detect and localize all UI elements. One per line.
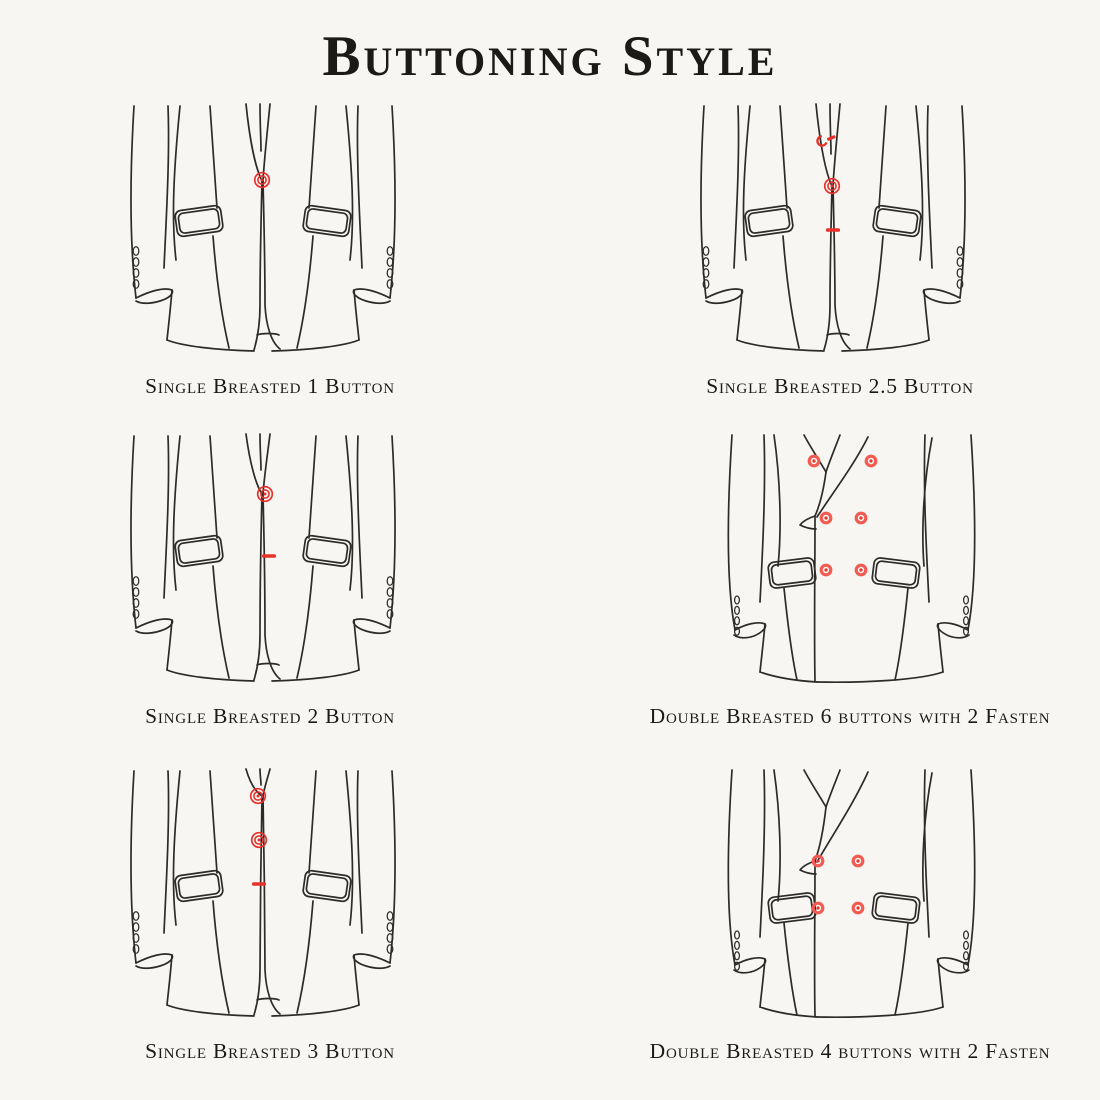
style-caption — [110, 1039, 430, 1064]
style-caption-text: Single Breasted 2 Button — [145, 704, 395, 728]
open-buttonhole-marker — [262, 554, 276, 558]
fastened-button-marker — [258, 487, 273, 502]
jacket-line-art — [110, 767, 430, 1032]
fastened-button-marker — [821, 565, 831, 575]
style-caption — [110, 374, 430, 399]
style-card-single-breasted-3-button — [110, 767, 430, 1064]
fastened-button-marker — [856, 565, 866, 575]
fastened-button-marker — [856, 513, 866, 523]
fastened-button-marker — [809, 456, 819, 466]
fastened-button-marker — [853, 856, 863, 866]
open-buttonhole-marker — [826, 228, 840, 232]
jacket-line-art — [110, 432, 430, 697]
fastened-button-marker — [813, 903, 823, 913]
style-caption — [680, 374, 1000, 399]
jacket-illustration — [110, 102, 430, 367]
style-caption — [649, 704, 1051, 729]
jacket-illustration — [110, 767, 430, 1032]
jacket-line-art — [680, 767, 1020, 1032]
fastened-button-marker — [813, 856, 823, 866]
style-caption-text: Single Breasted 2.5 Button — [706, 374, 974, 398]
style-caption-text: Single Breasted 1 Button — [145, 374, 395, 398]
style-caption-text: Double Breasted 4 buttons with 2 Fasten — [649, 1039, 1051, 1063]
jacket-illustration — [680, 102, 1000, 367]
style-caption — [649, 1039, 1051, 1064]
jacket-line-art — [110, 102, 430, 367]
jacket-illustration — [680, 767, 1020, 1032]
style-caption — [110, 704, 430, 729]
style-card-double-breasted-6-buttons — [649, 432, 1051, 729]
style-card-single-breasted-2-5-button — [680, 102, 1000, 399]
fastened-button-marker — [866, 456, 876, 466]
page-title: Buttoning Style — [322, 25, 778, 88]
style-card-double-breasted-4-buttons — [649, 767, 1051, 1064]
style-caption-text: Double Breasted 6 buttons with 2 Fasten — [649, 704, 1051, 728]
jacket-illustration — [110, 432, 430, 697]
jacket-line-art — [680, 102, 1000, 367]
open-buttonhole-marker — [252, 882, 266, 886]
style-caption-text: Single Breasted 3 Button — [145, 1039, 395, 1063]
fastened-button-marker — [821, 513, 831, 523]
style-card-single-breasted-2-button — [110, 432, 430, 729]
style-card-single-breasted-1-button — [110, 102, 430, 399]
fastened-button-marker — [853, 903, 863, 913]
hidden-half-button-marker — [816, 135, 836, 147]
jacket-illustration — [680, 432, 1020, 697]
jacket-line-art — [680, 432, 1020, 697]
